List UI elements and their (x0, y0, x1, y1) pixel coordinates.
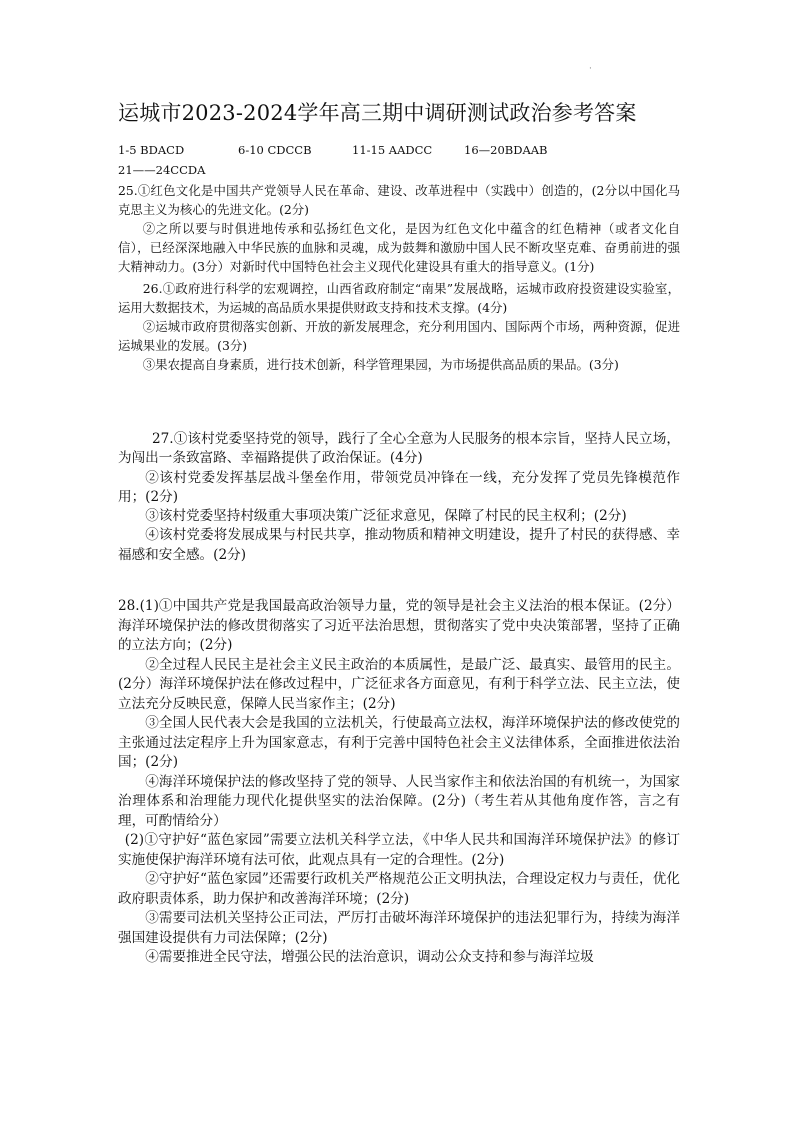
page-title: 运城市2023-2024学年高三期中调研测试政治参考答案 (118, 101, 637, 125)
paragraph: ③全国人民代表大会是我国的立法机关，行使最高立法权，海洋环境保护法的修改使党的主张通过法定程序上升为国家意志，有利于完善中国特色社会主义法律体系，全面推进依法治国；(2分) (118, 715, 680, 770)
answer-group: 11-15 AADCC (352, 143, 433, 157)
question-27-section (118, 430, 680, 565)
paragraph: ③需要司法机关坚持公正司法，严厉打击破坏海洋环境保护的违法犯罪行为，持续为海洋强国建设提供有力司法保障；(2分) (118, 910, 680, 946)
paragraph: ③果农提高自身素质，进行技术创新，科学管理果园，为市场提供高品质的果品。(3分) (142, 357, 619, 372)
stray-mark: · (589, 64, 592, 74)
paragraph: ②运城市政府贯彻落实创新、开放的新发展理念，充分利用国内、国际两个市场，两种资源，促进运城果业的发展。(3分) (118, 319, 680, 353)
paragraph: ③该村党委坚持村级重大事项决策广泛征求意见，保障了村民的民主权利；(2分) (145, 508, 627, 525)
paragraph: ④海洋环境保护法的修改坚持了党的领导、人民当家作主和依法治国的有机统一，为国家治理体系和治理能力现代化提供坚实的法治保障。(2分)（考生若从其他角度作答，言之有理，可酌情给分） (118, 773, 680, 829)
paragraph: ②该村党委发挥基层战斗堡垒作用，带领党员冲锋在一线，充分发挥了党员先锋模范作用；(2分) (118, 469, 680, 505)
paragraph: 25.①红色文化是中国共产党领导人民在革命、建设、改革进程中（实践中）创造的，(2分以中国化马克思主义为核心的先进文化。(2分) (118, 183, 680, 217)
paragraph: 28.(1)①中国共产党是我国最高政治领导力量，党的领导是社会主义法治的根本保证。(2分）海洋环境保护法的修改贯彻落实了习近平法治思想，贯彻落实了党中央决策部署，坚持了正确的立法方向；(2分) (118, 598, 680, 653)
answer-group: 6-10 CDCCB (238, 143, 312, 157)
paragraph: 26.①政府进行科学的宏观调控，山西省政府制定“南果”发展战略，运城市政府投资建设实验室，运用大数据技术，为运城的高品质水果提供财政支持和技术支撑。(4分) (118, 281, 680, 315)
paragraph: ②全过程人民民主是社会主义民主政治的本质属性，是最广泛、最真实、最管用的民主。(2分）海洋环境保护法在修改过程中，广泛征求各方面意见，有利于科学立法、民主立法，使立法充分反映民意，保障人民当家作主；(2分) (118, 656, 680, 712)
question-25-26-section (118, 181, 680, 374)
paragraph: ②之所以要与时俱进地传承和弘扬红色文化，是因为红色文化中蕴含的红色精神（或者文化自信），已经深深地融入中华民族的血脉和灵魂，成为鼓舞和激励中国人民不断攻坚克难、奋勇前进的强大精神动力。(3分）对新时代中国特色社会主义现代化建设具有重大的指导意义。(1分) (118, 221, 680, 274)
answer-group: 16—20BDAAB (464, 143, 548, 157)
paragraph: (2)①守护好“蓝色家园”需要立法机关科学立法，《中华人民共和国海洋环境保护法》的修订实施使保护海洋环境有法可依，此观点具有一定的合理性。(2分) (118, 832, 680, 868)
answer-group: 21——24CCDA (118, 163, 206, 177)
answer-group: 1-5 BDACD (118, 143, 185, 157)
paragraph: ②守护好“蓝色家园”还需要行政机关严格规范公正文明执法，合理设定权力与责任，优化政府职责体系，助力保护和改善海洋环境；(2分) (118, 871, 680, 907)
paragraph: ④该村党委将发展成果与村民共享，推动物质和精神文明建设，提升了村民的获得感、幸福感和安全感。(2分) (118, 527, 680, 563)
paragraph: ④需要推进全民守法，增强公民的法治意识，调动公众支持和参与海洋垃圾 (145, 949, 594, 965)
paragraph: 27.①该村党委坚持党的领导，践行了全心全意为人民服务的根本宗旨，坚持人民立场，为闯出一条致富路、幸福路提供了政治保证。(4分) (118, 431, 680, 467)
question-28-section (118, 597, 680, 968)
